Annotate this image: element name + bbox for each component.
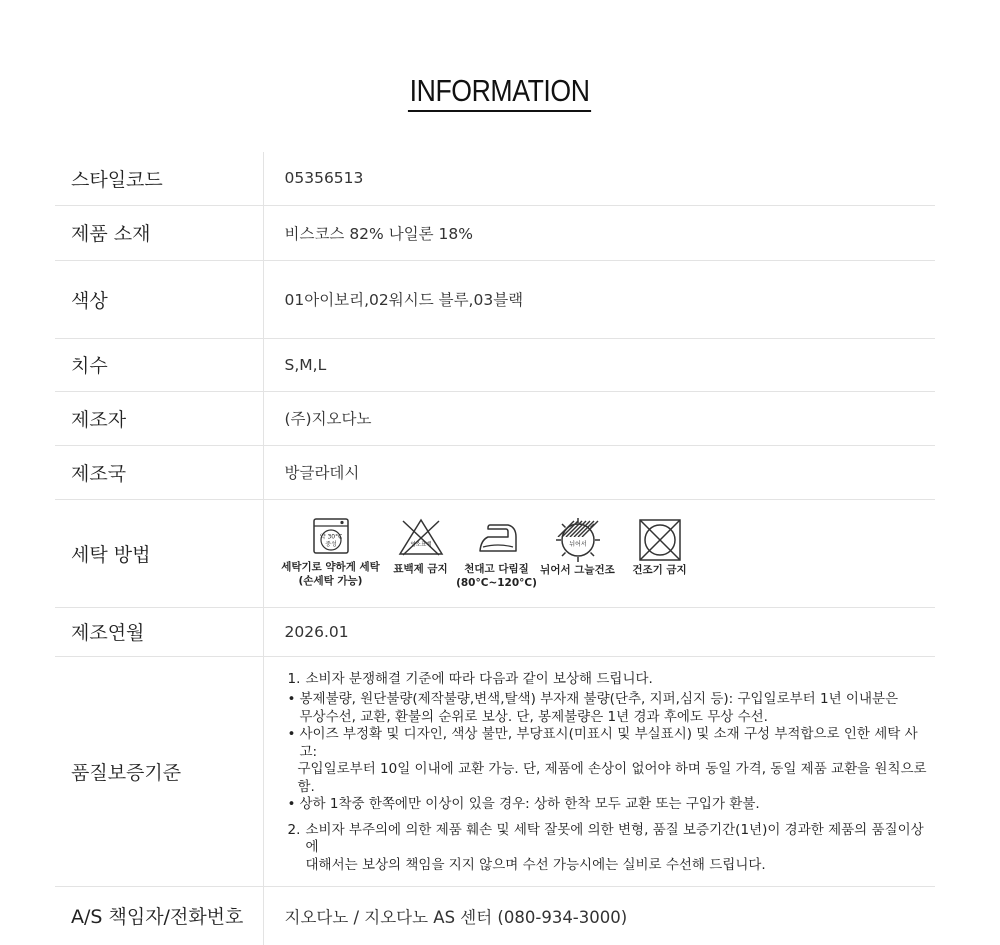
row-value-material: 비스코스 82% 나일론 18% xyxy=(263,205,935,260)
iron-caption-1: 천대고 다림질 xyxy=(464,562,529,575)
page-title: INFORMATION xyxy=(408,74,591,112)
quality-bullet-3-text: 상하 1착중 한쪽에만 이상이 있을 경우: 상하 한착 모두 교환 또는 구입가 환불. xyxy=(299,796,760,812)
bullet-mark: • xyxy=(287,726,296,742)
table-row xyxy=(55,656,935,887)
iron-caption-2: (80°C~120°C) xyxy=(456,576,537,589)
shade-dry-icon-text: 뉘어서 xyxy=(568,540,587,548)
row-label-country: 제조국 xyxy=(55,445,263,499)
table-row xyxy=(55,205,935,260)
no-bleach-caption: 표백제 금지 xyxy=(393,562,448,575)
row-value-as: 지오다노 / 지오다노 AS 센터 (080-934-3000) xyxy=(284,907,628,927)
quality-bullet-2-line-1: 사이즈 부정확 및 디자인, 색상 불만, 부당표시(미표시 및 부실표시) 및 소재 구성 부적합으로 인한 세탁 사고: xyxy=(299,726,918,760)
row-value-color: 01아이보리,02워시드 블루,03블랙 xyxy=(263,260,935,338)
row-value-country: 방글라데시 xyxy=(263,445,935,499)
row-value-size: S,M,L xyxy=(263,338,935,391)
row-label-maker: 제조자 xyxy=(55,391,263,445)
quality-item-2-line-2: 대해서는 보상의 책임을 지지 않으며 수선 가능시에는 실비로 수선해 드립니다. xyxy=(305,856,766,873)
row-label-wash: 세탁 방법 xyxy=(55,499,263,607)
hand-wash-icon-text-2: 중성 xyxy=(324,540,337,548)
care-no-tumble-dry xyxy=(620,517,700,577)
table-row xyxy=(55,887,935,945)
table-row xyxy=(55,391,935,445)
care-hand-wash xyxy=(278,517,384,588)
quality-item-1-text: 소비자 분쟁해결 기준에 따라 다음과 같이 보상해 드립니다. xyxy=(305,670,653,687)
no-tumble-dry-icon xyxy=(637,517,683,563)
quality-bullet-1 xyxy=(288,691,936,726)
row-label-size: 치수 xyxy=(55,338,263,391)
table-row xyxy=(55,445,935,499)
bullet-mark: • xyxy=(287,796,296,812)
info-table xyxy=(55,152,935,945)
shade-dry-caption: 뉘어서 그늘건조 xyxy=(540,563,615,576)
row-label-date: 제조연월 xyxy=(55,607,263,656)
care-no-bleach xyxy=(384,517,458,576)
page-title-wrap xyxy=(0,74,1000,112)
care-caption xyxy=(281,560,380,588)
hand-wash-icon-text-1: 약 30°C xyxy=(319,533,342,540)
table-row xyxy=(55,607,935,656)
quality-item-2 xyxy=(288,822,936,875)
shade-dry-icon xyxy=(555,517,601,563)
table-row xyxy=(55,338,935,391)
care-symbols xyxy=(278,517,936,590)
care-shade-dry xyxy=(536,517,620,577)
row-label-quality: 품질보증기준 xyxy=(55,656,263,887)
row-value-wash xyxy=(263,499,935,607)
row-value-style-code: 05356513 xyxy=(263,152,935,205)
no-bleach-icon xyxy=(397,517,445,557)
row-value-date: 2026.01 xyxy=(263,607,935,656)
iron-icon xyxy=(474,517,520,557)
quality-item-2-number: 2. xyxy=(287,821,301,838)
table-row xyxy=(55,499,935,607)
table-row xyxy=(55,260,935,338)
row-value-maker: (주)지오다노 xyxy=(263,391,935,445)
row-label-material: 제품 소재 xyxy=(55,205,263,260)
quality-item-1-number: 1. xyxy=(287,670,301,687)
care-caption xyxy=(456,562,537,590)
row-label-color: 색상 xyxy=(55,260,263,338)
quality-bullet-3 xyxy=(288,796,936,814)
hand-wash-caption-2: (손세탁 가능) xyxy=(298,574,363,587)
quality-bullet-1-line-1: 봉제불량, 원단불량(제작불량,변색,탈색) 부자재 불량(단추, 지퍼,심지 등): 구입일로부터 1년 이내분은 xyxy=(299,691,899,707)
quality-bullet-1-line-2: 무상수선, 교환, 환불의 순위로 보상. 단, 봉제불량은 1년 경과 후에도 무상 수선. xyxy=(299,708,768,725)
quality-item-2-line-1: 소비자 부주의에 의한 제품 훼손 및 세탁 잘못에 의한 변형, 품질 보증기간(1년)이 경과한 제품의 품질이상에 xyxy=(305,821,924,855)
quality-bullet-2 xyxy=(288,726,936,761)
no-bleach-icon-text: 염소표백 xyxy=(409,541,432,548)
row-label-as: A/S 책임자/전화번호 xyxy=(55,887,263,945)
quality-bullet-2-line-2: 구입일로부터 10일 이내에 교환 가능. 단, 제품에 손상이 없어야 하며 동일 가격, 동일 제품 교환을 원칙으로 함. xyxy=(297,761,927,795)
quality-terms xyxy=(288,657,936,887)
hand-wash-icon xyxy=(312,517,350,555)
quality-item-1 xyxy=(288,671,936,689)
hand-wash-caption-1: 세탁기로 약하게 세탁 xyxy=(281,560,380,573)
bullet-mark: • xyxy=(287,691,296,707)
care-iron xyxy=(458,517,536,590)
row-label-style-code: 스타일코드 xyxy=(55,152,263,205)
row-value-quality xyxy=(263,656,935,887)
table-row xyxy=(55,152,935,205)
no-tumble-dry-caption: 건조기 금지 xyxy=(632,563,687,576)
